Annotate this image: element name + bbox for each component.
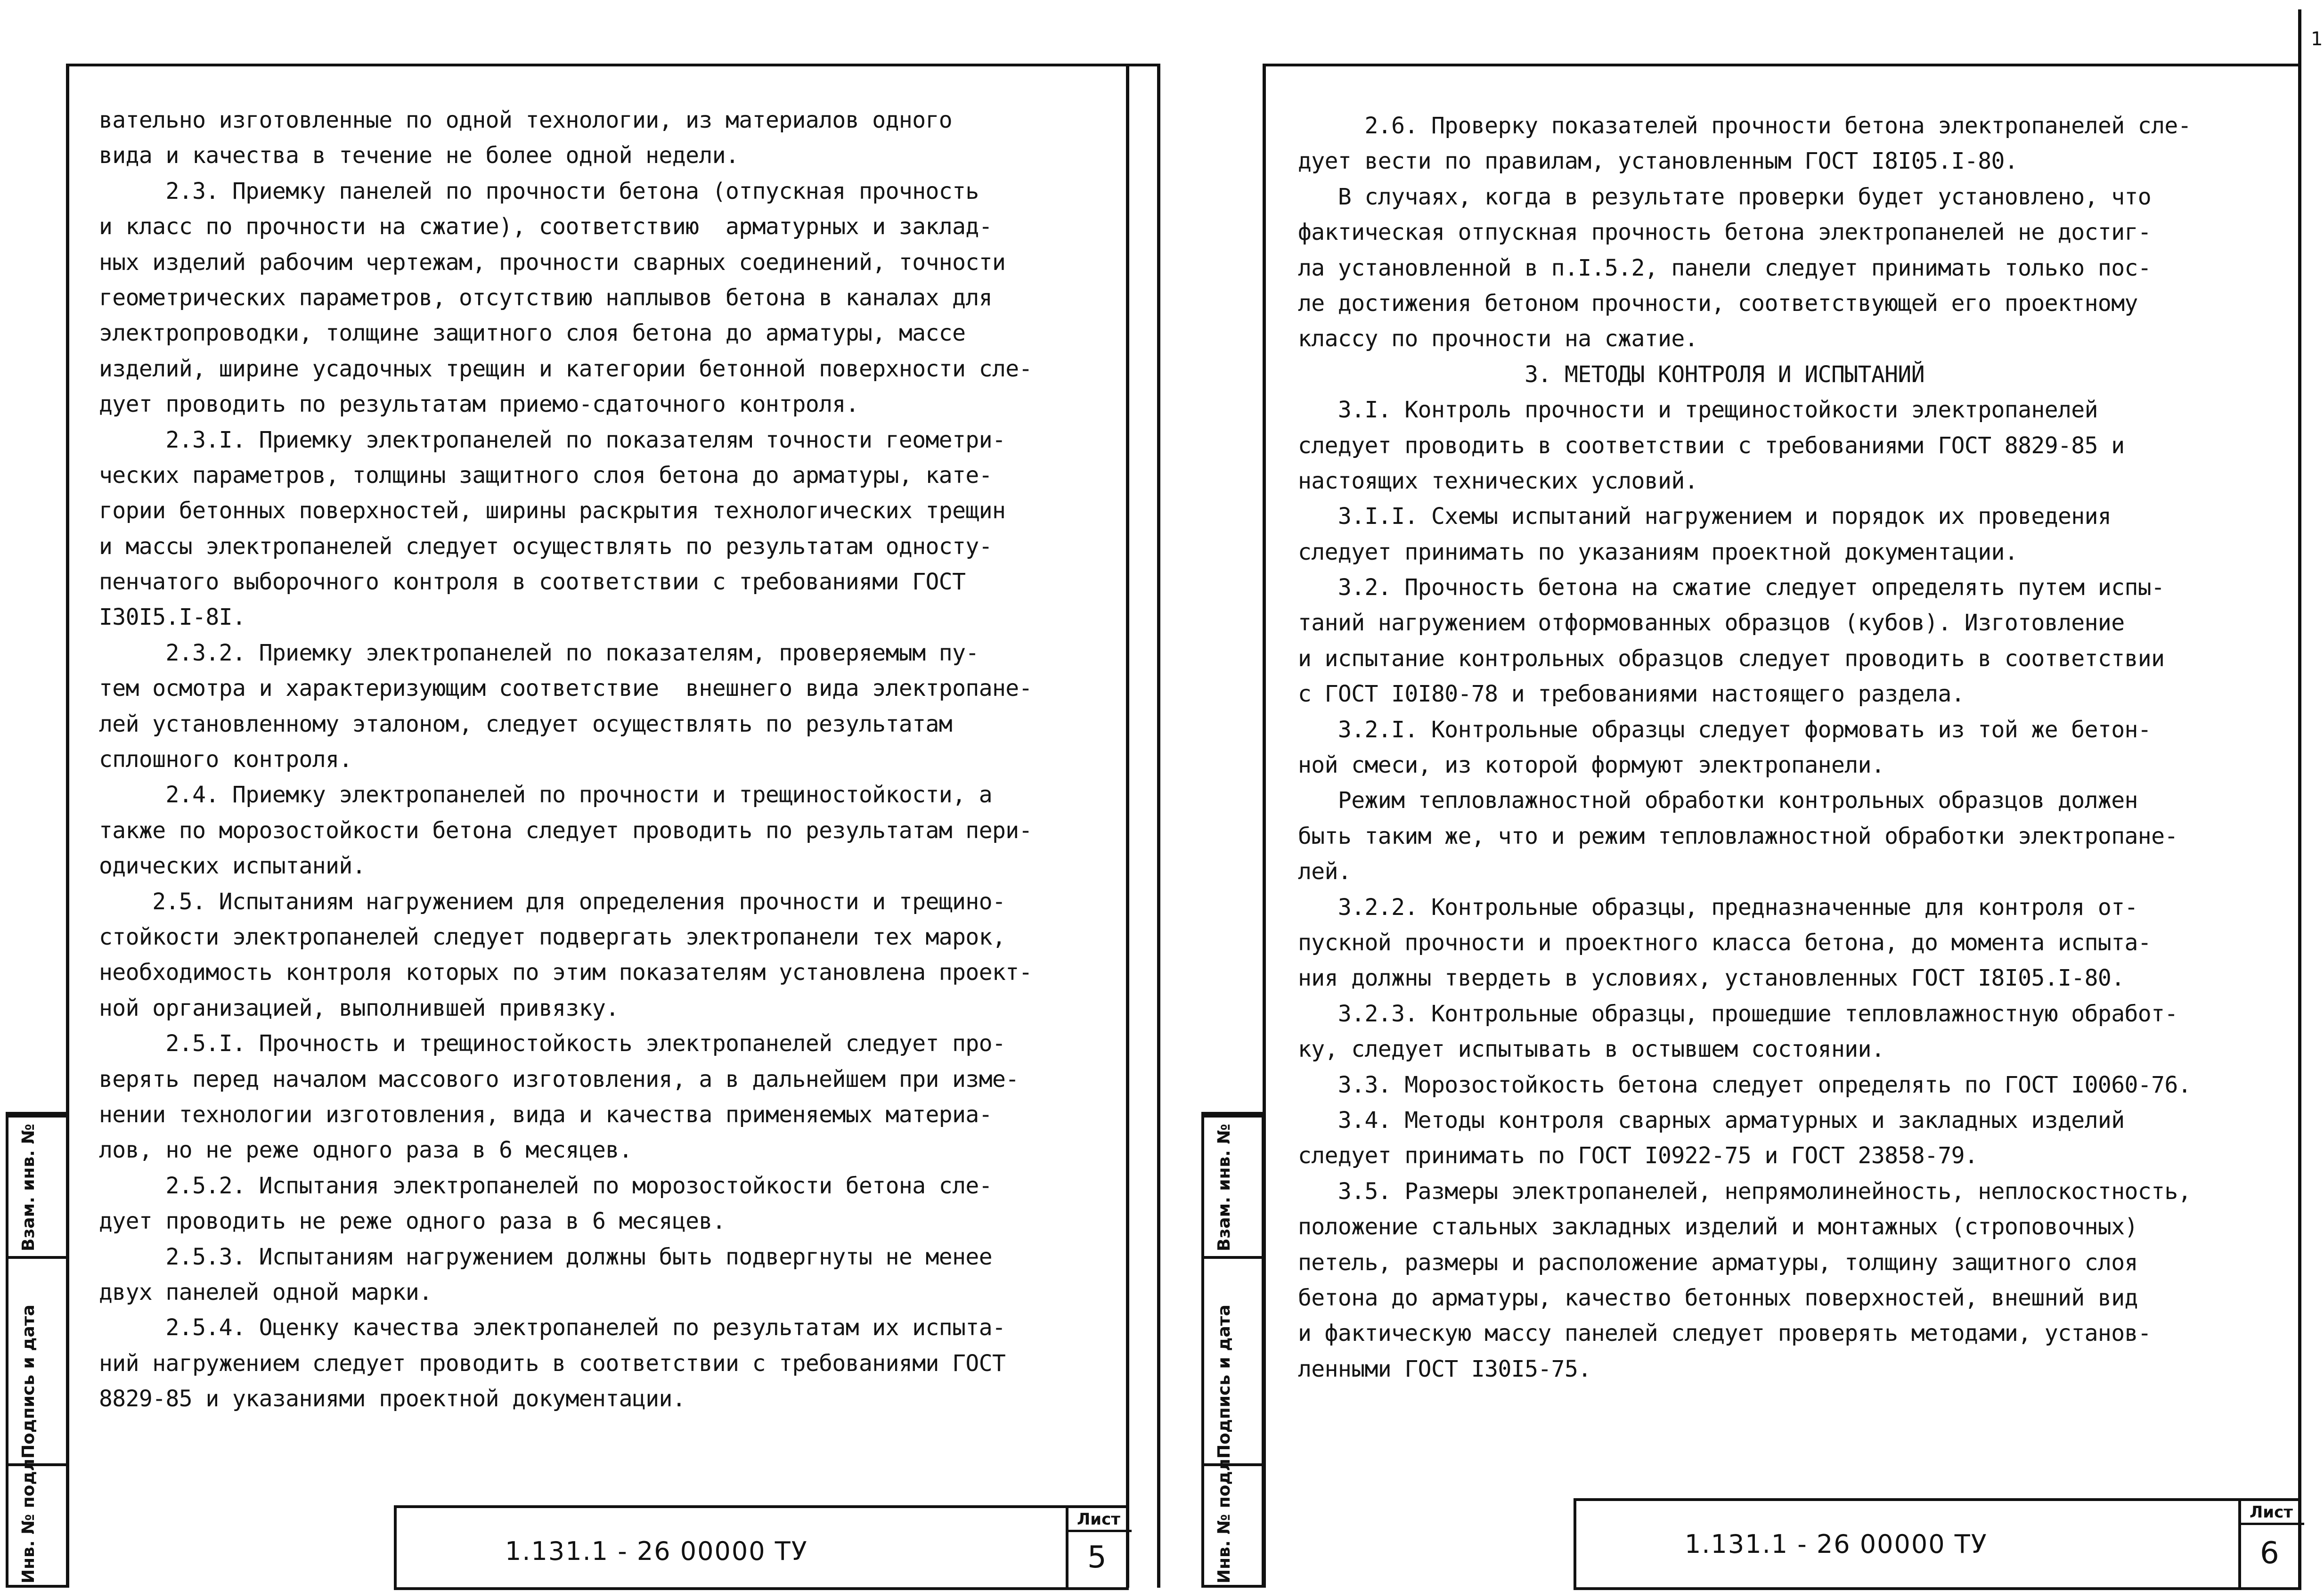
text-line: лей установленному эталоном, следует осуществлять по результатам [99,710,953,737]
side-label-vzam-right: Взам. инв. № [1215,1124,1234,1251]
text-line: ния должны твердеть в условиях, установленных ГОСТ I8I05.I-80. [1298,965,2125,992]
text-line: и массы электропанелей следует осуществлять по результатам односту- [99,533,992,560]
text-line: ку, следует испытывать в остывшем состоянии. [1298,1036,1885,1063]
text-line: и испытание контрольных образцов следует проводить в соответствии [1298,645,2165,672]
text-line: 8829-85 и указаниями проектной документации. [99,1386,686,1412]
text-line: ленными ГОСТ I30I5-75. [1298,1355,1591,1382]
text-line: лов, но не реже одного раза в 6 месяцев. [99,1137,632,1164]
text-line: 3.2.2. Контрольные образцы, предназначенные для контроля от- [1298,894,2138,921]
right-frame-top [1265,64,2301,66]
right-sheet-number-cell [2238,1501,2304,1587]
text-line: также по морозостойкости бетона следует проводить по результатам пери- [99,817,1032,844]
text-line: 2.3.2. Приемку электропанелей по показателям, проверяемым пу- [99,639,979,666]
text-line: петель, размеры и расположение арматуры, толщину защитного слоя [1298,1249,2138,1276]
text-line: 2.5.4. Оценку качества электропанелей по результатам их испыта- [99,1314,1006,1341]
text-line: гории бетонных поверхностей, ширины раскрытия технологических трещин [99,498,1006,524]
text-line: геометрических параметров, отсутствию наплывов бетона в каналах для [99,284,992,311]
text-line: и класс по прочности на сжатие), соответствию арматурных и заклад- [99,213,992,240]
text-line: нении технологии изготовления, вида и качества применяемых материа- [99,1101,992,1128]
side-label-vzam: Взам. инв. № [19,1124,38,1251]
text-line: ной смеси, из которой формуют электропанели. [1298,752,1885,779]
text-line: положение стальных закладных изделий и монтажных (строповочных) [1298,1214,2138,1240]
text-line: верять перед началом массового изготовления, а в дальнейшем при изме- [99,1066,1019,1093]
text-line: следует проводить в соответствии с требованиями ГОСТ 8829-85 и [1298,432,2125,459]
text-line: необходимость контроля которых по этим показателям установлена проект- [99,959,1032,986]
text-line: пенчатого выборочного контроля в соответствии с требованиями ГОСТ [99,569,966,596]
text-line: изделий, ширине усадочных трещин и категории бетонной поверхности сле- [99,355,1032,382]
text-line: стойкости электропанелей следует подвергать электропанели тех марок, [99,923,1006,950]
left-page-text [99,103,1032,1417]
text-line: лей. [1298,858,1352,885]
text-line: быть таким же, что и режим тепловлажностной обработки электропане- [1298,823,2178,849]
text-line: 2.4. Приемку электропанелей по прочности и трещиностойкости, а [99,782,992,808]
text-line: таний нагружением отформованных образцов (кубов). Изготовление [1298,610,2125,636]
text-line: ных изделий рабочим чертежам, прочности сварных соединений, точности [99,249,1006,276]
text-line: I30I5.I-8I. [99,604,246,631]
text-line: 2.5.2. Испытания электропанелей по морозостойкости бетона сле- [99,1172,992,1199]
left-document-code: 1.131.1 - 26 00000 ТУ [505,1536,808,1566]
text-line: 2.6. Проверку показателей прочности бетона электропанелей сле- [1298,113,2191,139]
text-line: 2.5. Испытаниям нагружением для определения прочности и трещино- [99,888,1006,915]
text-line: ле достижения бетоном прочности, соответствующей его проектному [1298,290,2138,317]
text-line: 3. МЕТОДЫ КОНТРОЛЯ И ИСПЫТАНИЙ [1298,361,1925,388]
left-list-label: Лист [1077,1510,1120,1529]
left-title-block [394,1505,1129,1590]
text-line: ческих параметров, толщины защитного слоя бетона до арматуры, кате- [99,462,992,489]
text-line: ний нагружением следует проводить в соответствии с требованиями ГОСТ [99,1350,1006,1377]
text-line: 3.2.3. Контрольные образцы, прошедшие тепловлажностную обработ- [1298,1000,2178,1027]
text-line: с ГОСТ I0I80-78 и требованиями настоящего раздела. [1298,681,1965,708]
text-line: 3.2.I. Контрольные образцы следует формовать из той же бетон- [1298,716,2152,743]
side-label-podpis: Подпись и дата [19,1305,38,1459]
text-line: следует принимать по указаниям проектной документации. [1298,538,2018,565]
text-line: 2.3.I. Приемку электропанелей по показателям точности геометри- [99,426,1006,453]
text-line: 3.3. Морозостойкость бетона следует определять по ГОСТ I0060-76. [1298,1071,2191,1098]
text-line: дует проводить по результатам приемо-сдаточного контроля. [99,391,859,418]
text-line: 2.5.I. Прочность и трещиностойкость электропанелей следует про- [99,1030,1006,1057]
text-line: ной организацией, выполнившей привязку. [99,995,619,1021]
right-list-number: 6 [2260,1536,2279,1571]
left-frame-right-edge [1126,64,1129,1588]
side-label-inv-right: Инв. № подл. [1215,1452,1234,1583]
text-line: 3.5. Размеры электропанелей, непрямолинейность, неплоскостность, [1298,1178,2191,1205]
text-line: 2.5.3. Испытаниям нагружением должны быть подвергнуты не менее [99,1243,992,1270]
right-frame-right-edge [2298,9,2301,1588]
text-line: пускной прочности и проектного класса бетона, до момента испыта- [1298,929,2152,956]
text-line: тем осмотра и характеризующим соответствие внешнего вида электропане- [99,675,1032,702]
text-line: дует вести по правилам, установленным ГОСТ I8I05.I-80. [1298,148,2018,175]
text-line: ла установленной в п.I.5.2, панели следует принимать только пос- [1298,254,2152,281]
left-sheet-number-cell [1066,1508,1132,1587]
left-side-strip [6,1112,69,1588]
text-line: В случаях, когда в результате проверки будет установлено, что [1298,183,2152,210]
side-label-inv: Инв. № подл. [19,1452,38,1583]
text-line: вательно изготовленные по одной технологии, из материалов одного [99,107,953,133]
right-page-text [1298,108,2191,1387]
text-line: сплошного контроля. [99,746,352,773]
text-line: дует проводить не реже одного раза в 6 месяцев. [99,1208,726,1235]
text-line: одических испытаний. [99,853,366,880]
text-line: бетона до арматуры, качество бетонных поверхностей, внешний вид [1298,1284,2138,1311]
side-label-podpis-right: Подпись и дата [1215,1305,1234,1459]
text-line: двух панелей одной марки. [99,1279,432,1305]
right-corner-mark: 1 [2311,28,2323,50]
text-line: 3.I.I. Схемы испытаний нагружением и порядок их проведения [1298,503,2112,530]
text-line: 3.2. Прочность бетона на сжатие следует определять путем испы- [1298,574,2165,601]
text-line: фактическая отпускная прочность бетона электропанелей не достиг- [1298,219,2152,246]
text-line: следует принимать по ГОСТ I0922-75 и ГОСТ 23858-79. [1298,1142,1978,1169]
text-line: 2.3. Приемку панелей по прочности бетона (отпускная прочность [99,178,979,204]
left-list-number: 5 [1087,1540,1107,1575]
left-frame-top [68,64,1160,66]
right-document-code: 1.131.1 - 26 00000 ТУ [1685,1529,1988,1559]
right-list-label: Лист [2250,1503,2293,1522]
text-line: 3.4. Методы контроля сварных арматурных и закладных изделий [1298,1107,2125,1134]
right-title-block [1574,1498,2301,1590]
text-line: классу по прочности на сжатие. [1298,326,1698,352]
text-line: вида и качества в течение не более одной недели. [99,142,739,169]
text-line: 3.I. Контроль прочности и трещиностойкости электропанелей [1298,397,2098,424]
text-line: Режим тепловлажностной обработки контрольных образцов должен [1298,787,2138,814]
text-line: электропроводки, толщине защитного слоя бетона до арматуры, массе [99,320,966,347]
text-line: и фактическую массу панелей следует проверять методами, установ- [1298,1320,2152,1347]
right-sheet [1168,0,2324,1591]
right-side-strip [1201,1112,1264,1588]
text-line: настоящих технических условий. [1298,467,1698,494]
left-frame-right-edge-2 [1157,64,1160,1588]
